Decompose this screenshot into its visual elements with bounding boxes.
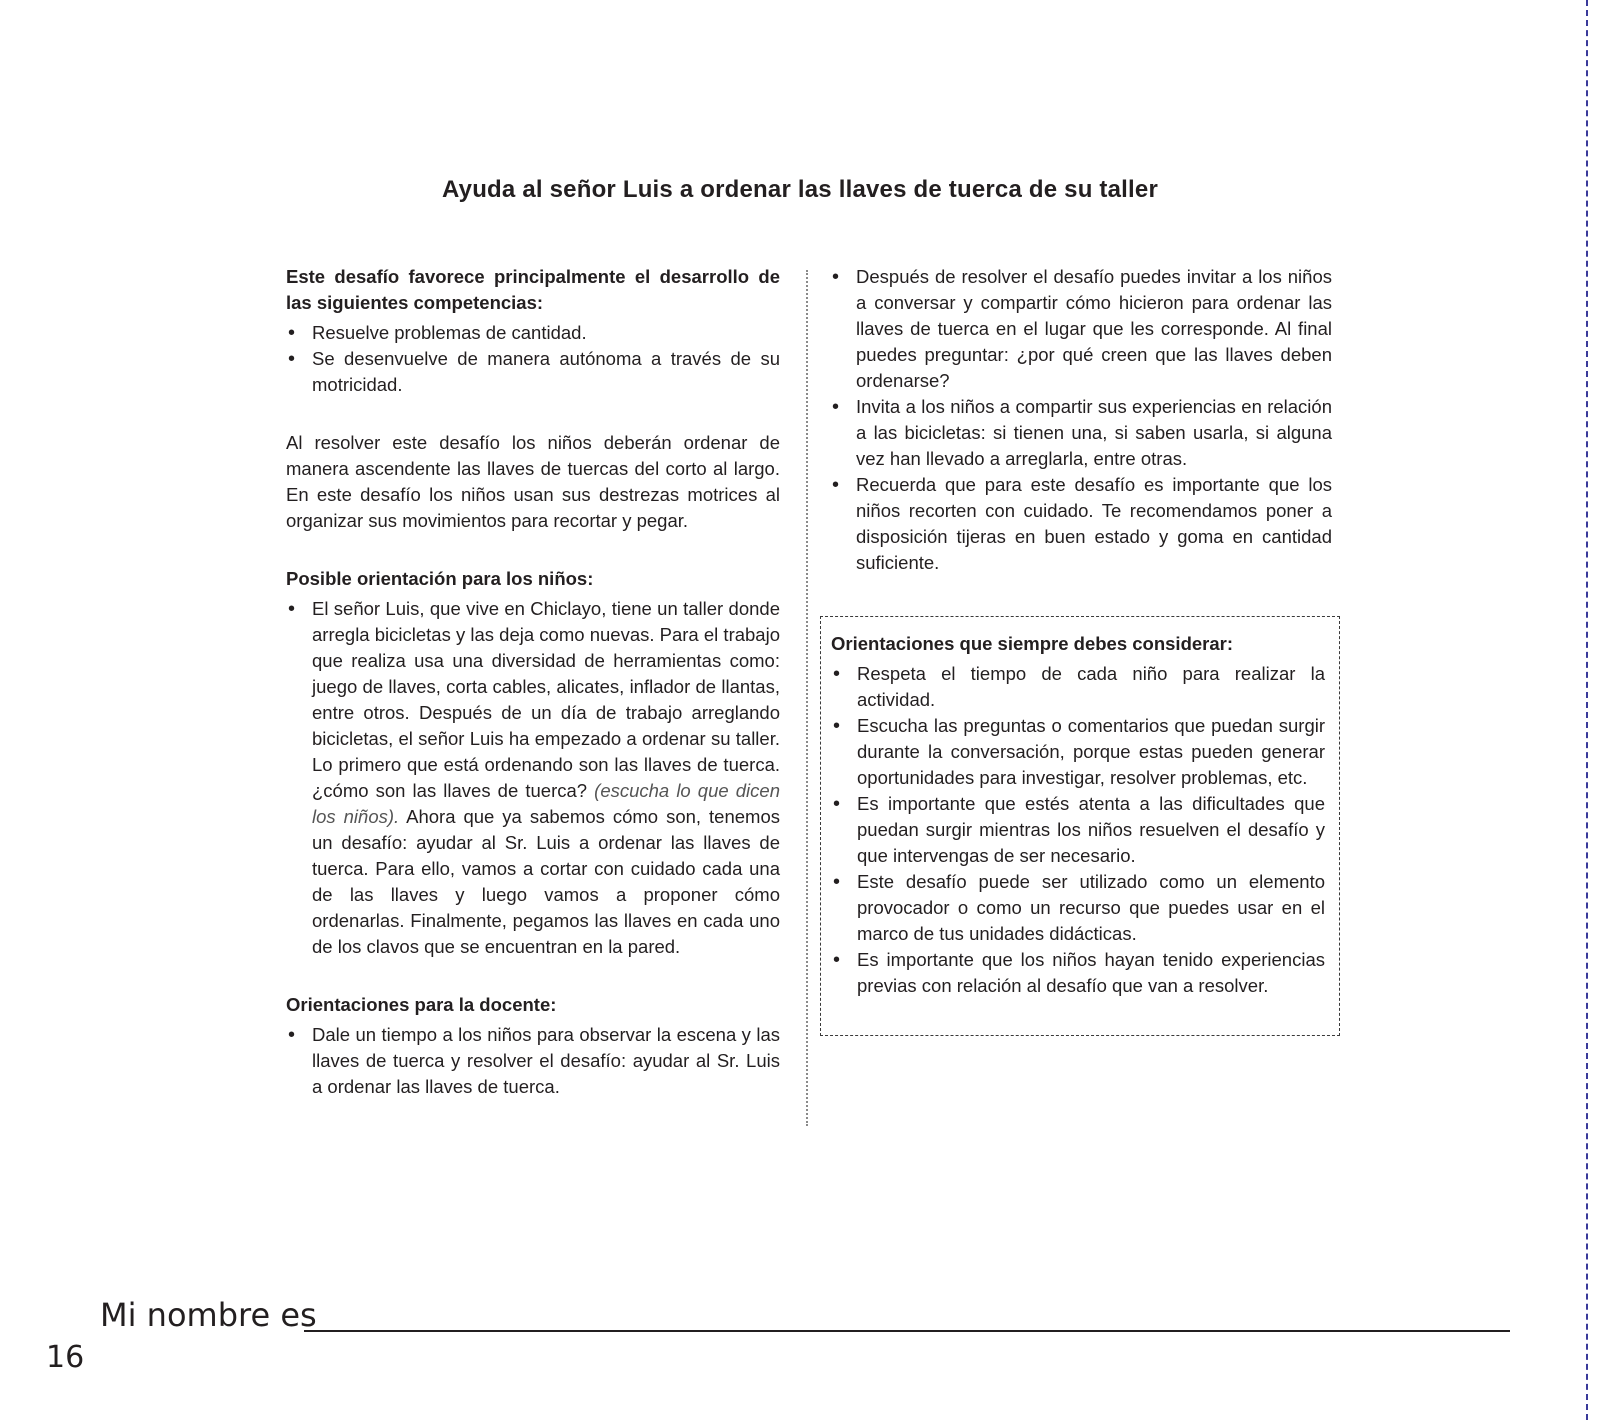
column-divider [806,270,808,1126]
competencias-list [286,320,780,398]
competencia-item: • Resuelve problemas de cantidad. [286,320,780,346]
orientacion-item [286,596,780,960]
right-item: • Después de resolver el desafío puedes invitar a los niños a conversar y compartir cómo hicieron para ordenar las llaves de tuerca en el lugar que les corresponde. Al final puedes preguntar: ¿por qué creen que las llaves deben ordenarse? [830,264,1332,394]
docente-heading: Orientaciones para la docente: [286,994,557,1015]
orientacion-list [286,596,780,960]
competencia-item: • Se desenvuelve de manera autónoma a través de su motricidad. [286,346,780,398]
docente-list [286,1022,780,1100]
box-list [831,661,1325,999]
intro-paragraph: Al resolver este desafío los niños deberán ordenar de manera ascendente las llaves de tuercas del corto al largo. En este desafío los niños usan sus destrezas motrices al organizar sus movimientos para recortar y pegar. [286,432,780,531]
box-item: • Respeta el tiempo de cada niño para realizar la actividad. [831,661,1325,713]
box-item: • Este desafío puede ser utilizado como un elemento provocador o como un recurso que puedes usar en el marco de tus unidades didácticas. [831,869,1325,947]
page-number: 16 [46,1340,85,1375]
right-column [830,264,1332,576]
cut-line [1586,0,1588,1420]
box-item: • Es importante que estés atenta a las dificultades que puedan surgir mientras los niños resuelven el desafío y que intervengas de ser necesario. [831,791,1325,869]
competencias-heading: Este desafío favorece principalmente el desarrollo de las siguientes competencias: [286,266,780,313]
name-write-line [304,1330,1510,1332]
box-item: • Es importante que los niños hayan tenido experiencias previas con relación al desafío que van a resolver. [831,947,1325,999]
orientacion-heading: Posible orientación para los niños: [286,568,594,589]
box-heading: Orientaciones que siempre debes considerar: [831,633,1234,654]
orientacion-text-1: El señor Luis, que vive en Chiclayo, tiene un taller donde arregla bicicletas y las deja como nuevas. Para el trabajo que realiza usa una diversidad de herramientas como: juego de llaves, corta cables, alicates, inflador de llantas, entre otros. Después de un día de trabajo arreglando bicicletas, el señor Luis ha empezado a ordenar su taller. Lo primero que está ordenando son las llaves de tuerca. ¿cómo son las llaves de tuerca? [312,598,780,801]
right-item: • Recuerda que para este desafío es importante que los niños recorten con cuidado. Te recomendamos poner a disposición tijeras en buen estado y goma en cantidad suficiente. [830,472,1332,576]
orientacion-text-2: Ahora que ya sabemos cómo son, tenemos un desafío: ayudar al Sr. Luis a ordenar las llaves de tuerca. Para ello, vamos a cortar con cuidado cada una de las llaves y luego vamos a proponer cómo ordenarlas. Finalmente, pegamos las llaves en cada uno de los clavos que se encuentran en la pared. [312,806,780,957]
box-item: • Escucha las preguntas o comentarios que puedan surgir durante la conversación, porque estas pueden generar oportunidades para investigar, resolver problemas, etc. [831,713,1325,791]
page-title: Ayuda al señor Luis a ordenar las llaves de tuerca de su taller [442,176,1158,203]
right-item: • Invita a los niños a compartir sus experiencias en relación a las bicicletas: si tienen una, si saben usarla, si alguna vez han llevado a arreglarla, entre otras. [830,394,1332,472]
name-label: Mi nombre es [100,1296,317,1334]
orientacion-italic-note: (escucha lo que dicen los niños). [312,780,780,827]
docente-item: • Dale un tiempo a los niños para observar la escena y las llaves de tuerca y resolver el desafío: ayudar al Sr. Luis a ordenar las llaves de tuerca. [286,1022,780,1100]
considerations-box [820,616,1340,1036]
left-column [286,264,780,1100]
right-list [830,264,1332,576]
